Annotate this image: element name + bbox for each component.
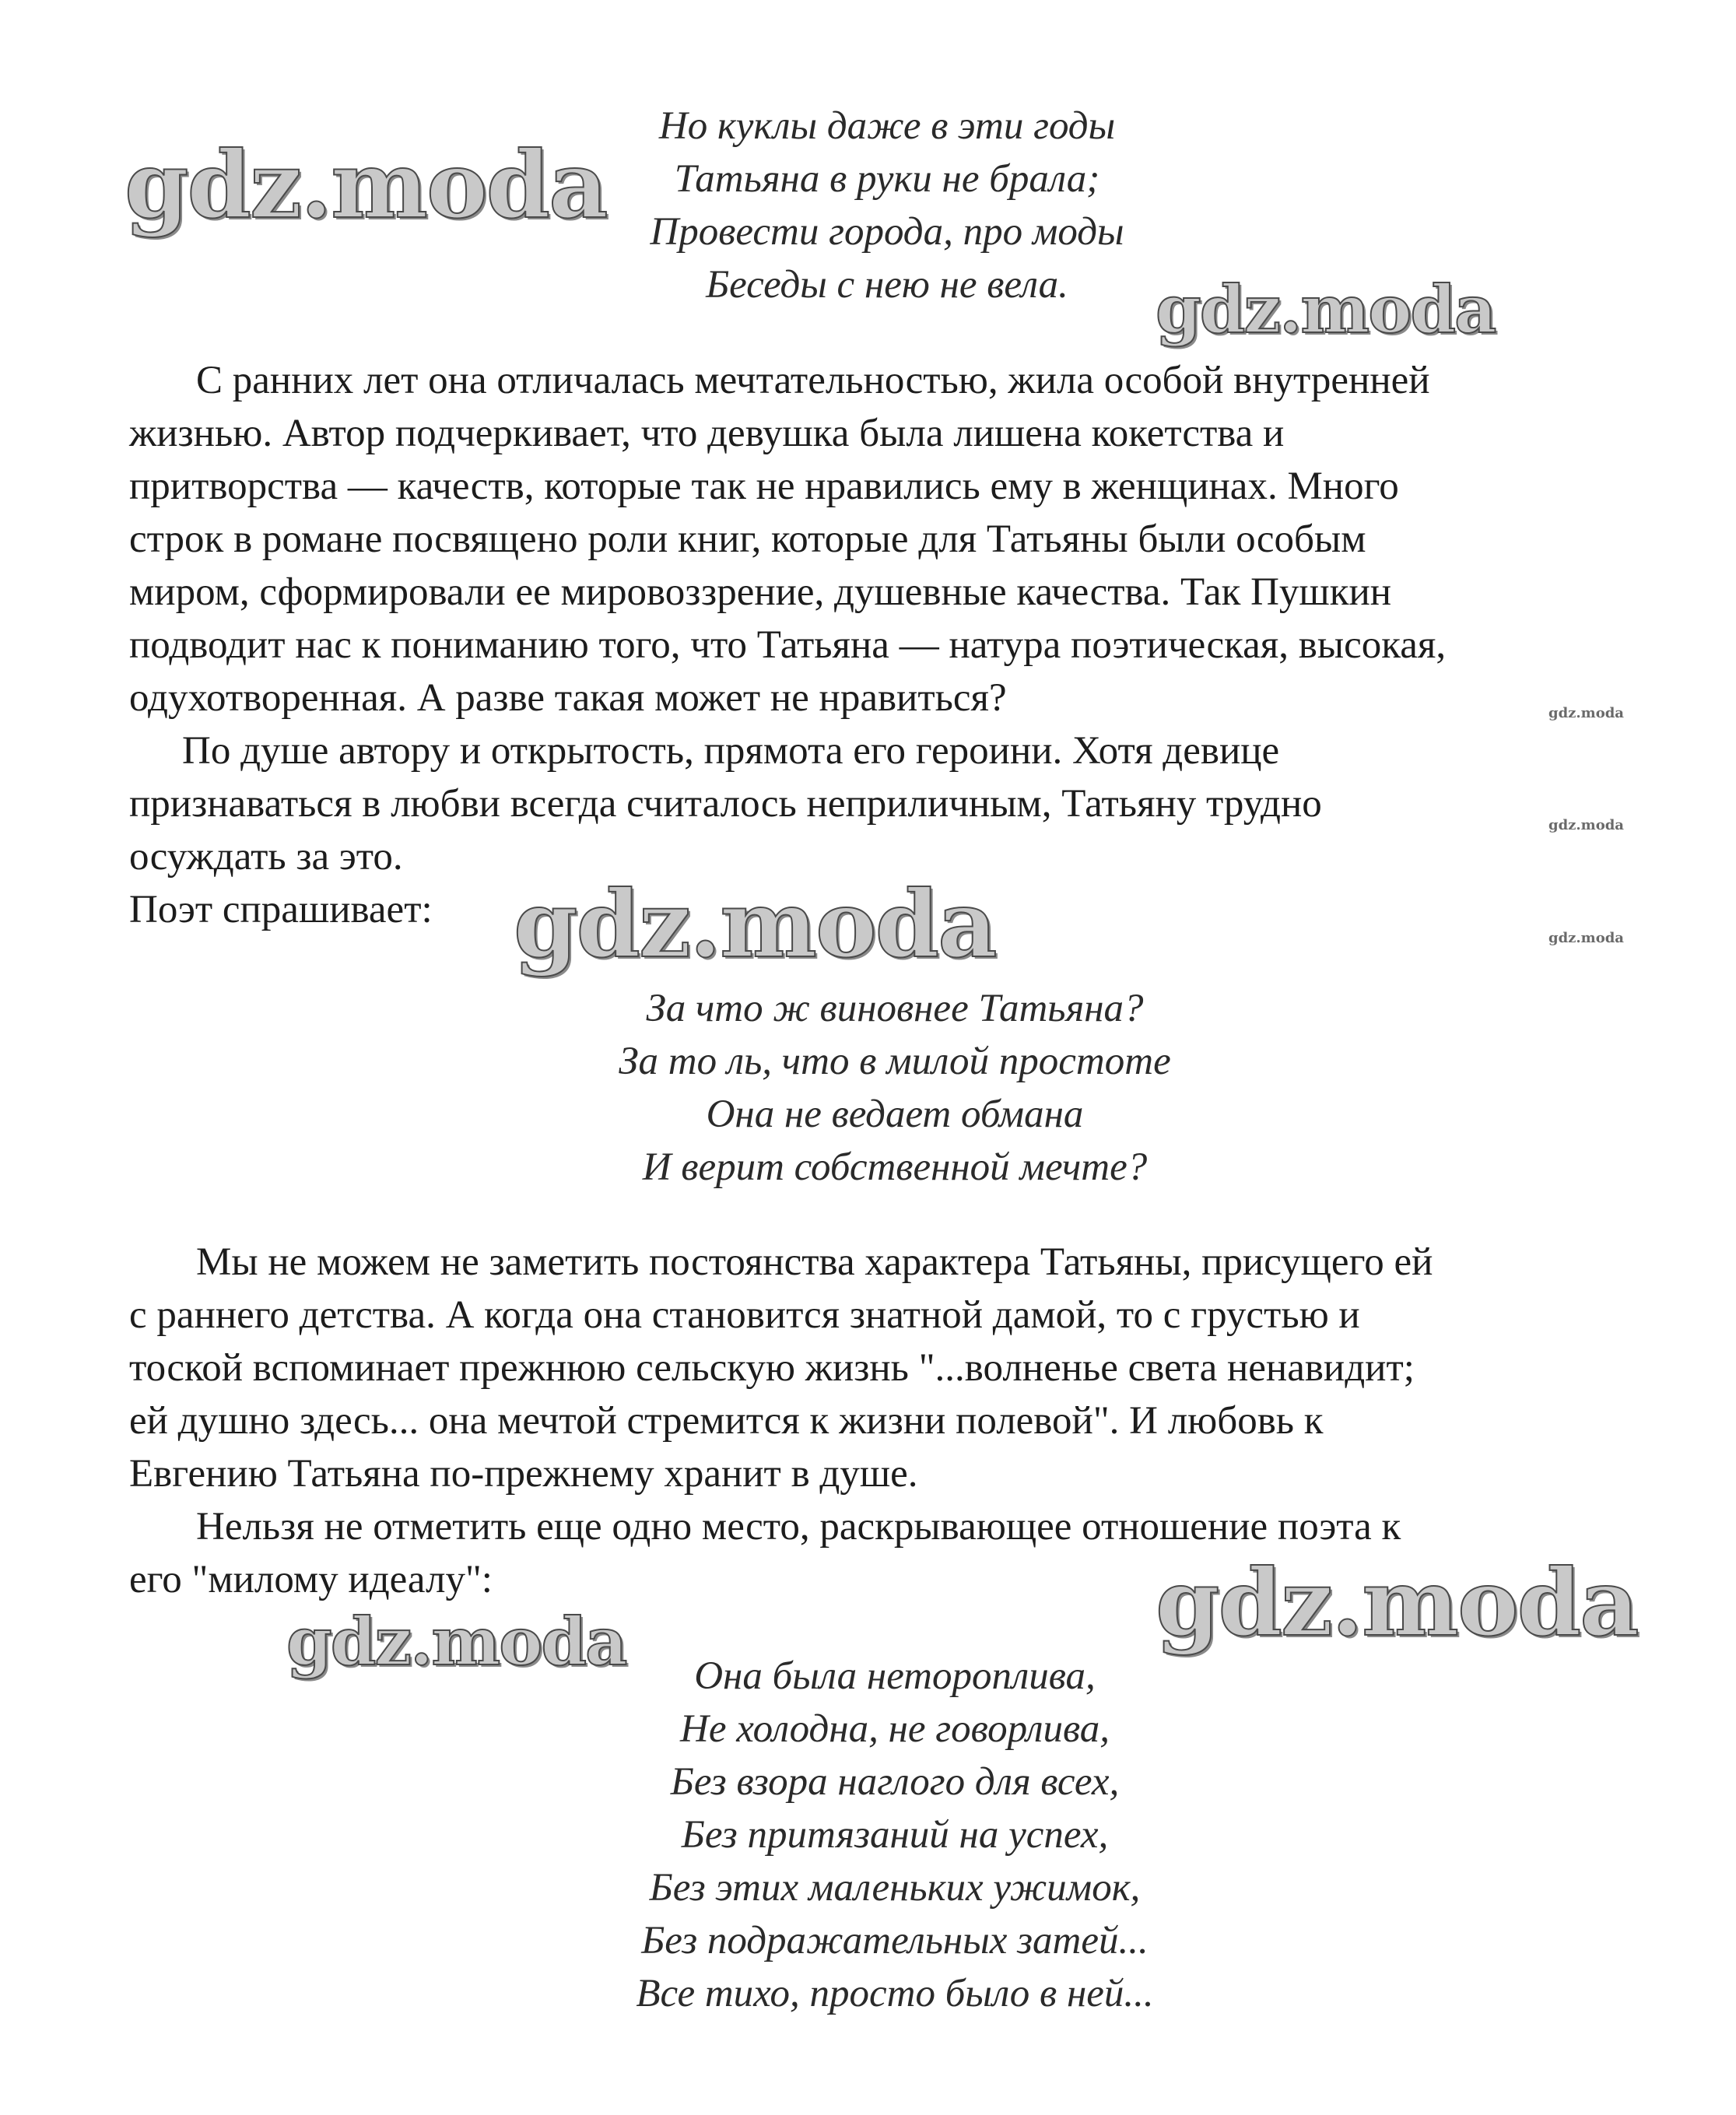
text-line: его "милому идеалу": bbox=[129, 1558, 493, 1601]
text-line: Нельзя не отметить еще одно место, раскрывающее отношение поэта к bbox=[196, 1505, 1401, 1549]
verse-line: Но куклы даже в эти годы bbox=[658, 104, 1116, 148]
verse-line: Не холодна, не говорлива, bbox=[680, 1707, 1110, 1751]
verse-1 bbox=[607, 100, 1167, 311]
verse-line: Она не ведает обмана bbox=[706, 1093, 1084, 1136]
intro-line: Поэт спрашивает: bbox=[129, 888, 433, 931]
verse-line: Без притязаний на успех, bbox=[681, 1813, 1109, 1857]
verse-line: За что ж виновнее Татьяна? bbox=[646, 987, 1144, 1030]
watermark-bottom-right: gdz.moda bbox=[1156, 1549, 1638, 1657]
text-line: По душе автору и открытость, прямота его героини. Хотя девице bbox=[182, 729, 1280, 773]
text-line: ей душно здесь... она мечтой стремится к жизни полевой". И любовь к bbox=[129, 1399, 1324, 1443]
text-line: С ранних лет она отличалась мечтательностью, жила особой внутренней bbox=[196, 359, 1430, 402]
verse-3 bbox=[545, 1650, 1245, 2020]
verse-line: Она была нетороплива, bbox=[694, 1654, 1096, 1698]
verse-2 bbox=[545, 982, 1245, 1194]
watermark-bottom-left: gdz.moda bbox=[286, 1603, 626, 1680]
text-line: строк в романе посвящено роли книг, которые для Татьяны были особым bbox=[129, 517, 1366, 561]
watermark-middle: gdz.moda bbox=[514, 870, 996, 978]
verse-line: Беседы с нею не вела. bbox=[706, 263, 1068, 307]
verse-line: Без взора наглого для всех, bbox=[670, 1760, 1120, 1804]
watermark-small-1: gdz.moda bbox=[1548, 705, 1624, 721]
text-line: притворства — качеств, которые так не нравились ему в женщинах. Много bbox=[129, 465, 1399, 508]
text-line: Мы не можем не заметить постоянства характера Татьяны, присущего ей bbox=[196, 1240, 1433, 1284]
text-line: осуждать за это. bbox=[129, 835, 403, 879]
watermark-top-left: gdz.moda bbox=[125, 131, 607, 239]
verse-line: И верит собственной мечте? bbox=[642, 1145, 1148, 1189]
text-line: одухотворенная. А разве такая может не нравиться? bbox=[129, 676, 1007, 720]
verse-line: Все тихо, просто было в ней... bbox=[636, 1972, 1154, 2015]
watermark-small-2: gdz.moda bbox=[1548, 817, 1624, 833]
verse-line: Татьяна в руки не брала; bbox=[674, 157, 1100, 201]
watermark-small-3: gdz.moda bbox=[1548, 930, 1624, 946]
text-line: подводит нас к пониманию того, что Татьяна — натура поэтическая, высокая, bbox=[129, 623, 1447, 667]
verse-line: За то ль, что в милой простоте bbox=[619, 1040, 1171, 1083]
text-line: с раннего детства. А когда она становится знатной дамой, то с грустью и bbox=[129, 1293, 1360, 1337]
text-line: жизнью. Автор подчеркивает, что девушка была лишена кокетства и bbox=[129, 412, 1285, 455]
verse-line: Без этих маленьких ужимок, bbox=[649, 1866, 1141, 1910]
watermark-top-right: gdz.moda bbox=[1156, 271, 1496, 348]
text-line: Евгению Татьяна по-прежнему хранит в душе. bbox=[129, 1452, 918, 1496]
text-line: тоской вспоминает прежнюю сельскую жизнь "...волненье света ненавидит; bbox=[129, 1346, 1415, 1390]
text-line: миром, сформировали ее мировоззрение, душевные качества. Так Пушкин bbox=[129, 570, 1392, 614]
verse-line: Провести города, про моды bbox=[650, 210, 1124, 254]
text-line: признаваться в любви всегда считалось неприличным, Татьяну трудно bbox=[129, 782, 1322, 826]
verse-line: Без подражательных затей... bbox=[641, 1919, 1149, 1962]
